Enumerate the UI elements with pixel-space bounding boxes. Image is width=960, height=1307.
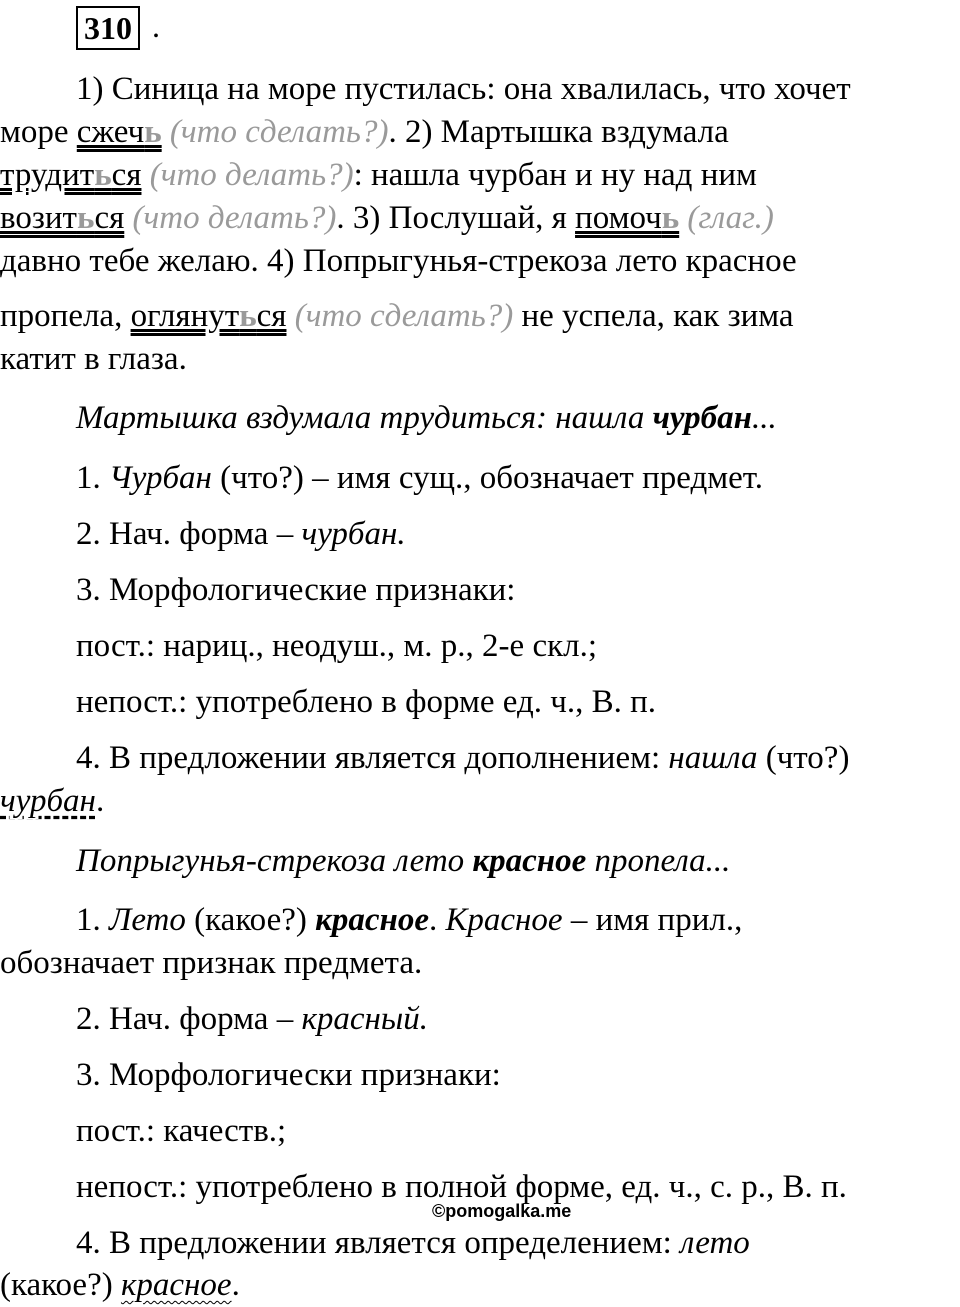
text-l7: катит в глаза. — [0, 341, 187, 377]
parse2-item-1-cont — [0, 942, 422, 985]
parse2-item-7 — [0, 1264, 240, 1307]
text-l6-a: пропела, — [0, 298, 131, 334]
q6-b: лето — [680, 1225, 750, 1261]
q4: пост.: качеств.; — [76, 1113, 287, 1149]
text-l2-b: . 2) Мартышка вздумала — [388, 114, 729, 150]
text-line-4 — [0, 197, 774, 240]
verb-truditsya-ending: ся — [111, 157, 142, 193]
q3: 3. Морфологически признаки: — [76, 1057, 501, 1093]
question-hint: (что делать?) — [124, 200, 337, 236]
q5: непост.: употреблено в полной форме, ед. ч., с. р., В. п. — [76, 1169, 847, 1205]
q2-a: 2. Нач. форма – — [76, 1001, 302, 1037]
q1-f: Красное — [445, 902, 563, 938]
text-line-2 — [0, 111, 729, 154]
parse2-item-6 — [76, 1222, 750, 1265]
question-hint: (что делать?) — [141, 157, 354, 193]
p2-a: 2. Нач. форма – — [76, 516, 302, 552]
parse2-title — [76, 840, 730, 883]
parse1-item-3 — [76, 569, 515, 612]
parse2-item-2 — [76, 998, 428, 1041]
text-l6-b: не успела, как зима — [513, 298, 794, 334]
parse1-item-2 — [76, 513, 406, 556]
parse2-title-a: Попрыгунья-стрекоза лето — [76, 843, 473, 879]
parse2-title-c: пропела... — [586, 843, 731, 879]
verb-vozitsya — [0, 200, 124, 236]
soft-sign: ь — [144, 114, 162, 150]
question-hint: (что сделать?) — [161, 114, 389, 150]
p5: непост.: употреблено в форме ед. ч., В. п. — [76, 684, 656, 720]
verb-szhech — [77, 114, 162, 150]
parse1-item-6 — [76, 737, 849, 780]
verb-vozitsya-ending: ся — [94, 200, 125, 236]
parse2-item-3 — [76, 1054, 501, 1097]
text-line-6 — [0, 295, 794, 338]
p3: 3. Морфологические признаки: — [76, 572, 516, 608]
q1-a: 1. — [76, 902, 109, 938]
q1-b: Лето — [109, 902, 186, 938]
p4: пост.: нариц., неодуш., м. р., 2-е скл.; — [76, 628, 598, 664]
parse1-item-7 — [0, 780, 104, 823]
parse2-item-4 — [76, 1110, 286, 1153]
soft-sign: ь — [94, 157, 112, 193]
parse1-title — [76, 397, 777, 440]
q1-g: – имя прил., — [562, 902, 743, 938]
q1-c: (какое?) — [185, 902, 316, 938]
q1-d: красное — [315, 902, 429, 938]
verb-truditsya-stem: трудит — [0, 157, 95, 193]
text-line-5 — [0, 240, 797, 283]
p6-b: нашла — [668, 740, 758, 776]
verb-pomoch — [575, 200, 679, 236]
text-line-3 — [0, 154, 757, 197]
q2-b: красный. — [301, 1001, 429, 1037]
p1-a: 1. — [76, 460, 109, 496]
verb-vozitsya-stem: возит — [0, 200, 77, 236]
text-l3-b: : нашла чурбан и ну над ним — [353, 157, 757, 193]
text-l5: давно тебе желаю. 4) Попрыгунья-стрекоза лето красное — [0, 243, 797, 279]
parse1-item-4 — [76, 625, 597, 668]
soft-sign: ь — [76, 200, 95, 236]
exercise-number: 310 — [76, 6, 140, 50]
parse2-title-b: красное — [472, 843, 587, 879]
verb-oglyanutsya-ending: ся — [256, 298, 287, 334]
p1-b: Чурбан — [109, 460, 212, 496]
text-line-1 — [76, 68, 851, 111]
p6-a: 4. В предложении является дополнением: — [76, 740, 669, 776]
p6-c: (что?) — [757, 740, 850, 776]
parse1-item-1 — [76, 457, 763, 500]
soft-sign: ь — [661, 200, 680, 236]
verb-pomoch-stem: помоч — [575, 200, 662, 236]
question-hint: (что сделать?) — [286, 298, 514, 334]
verb-oglyanutsya — [131, 298, 287, 334]
q7-c: . — [231, 1267, 240, 1303]
object-churban: чурбан — [0, 783, 96, 819]
q6-a: 4. В предложении является определением: — [76, 1225, 681, 1261]
verb-truditsya — [0, 157, 141, 193]
parse1-title-a: Мартышка вздумала трудиться: нашла — [76, 400, 653, 436]
text-line-7 — [0, 338, 187, 381]
q1-e: . — [428, 902, 446, 938]
text-l4-b: . 3) Послушай, я — [336, 200, 576, 236]
question-hint: (глаг.) — [679, 200, 774, 236]
watermark: ©pomogalka.me — [432, 1201, 572, 1221]
parse1-title-b: чурбан — [652, 400, 752, 436]
soft-sign: ь — [239, 298, 257, 334]
p7-b: . — [95, 783, 105, 819]
text-l2-a: море — [0, 114, 77, 150]
parse1-title-c: ... — [751, 400, 777, 436]
verb-oglyanutsya-stem: оглянут — [130, 298, 240, 334]
exercise-number-dot: . — [152, 8, 160, 44]
verb-szhech-stem: сжеч — [76, 114, 145, 150]
text-l1: 1) Синица на море пустилась: она хвалилась, что хочет — [76, 71, 851, 107]
attribute-krasnoe: красное — [120, 1267, 232, 1303]
p2-b: чурбан. — [301, 516, 406, 552]
parse2-item-1 — [76, 899, 742, 942]
p1-c: (что?) – имя сущ., обозначает предмет. — [211, 460, 763, 496]
parse1-item-5 — [76, 681, 656, 724]
q1-h: обозначает признак предмета. — [0, 945, 423, 981]
q7-a: (какое?) — [0, 1267, 121, 1303]
